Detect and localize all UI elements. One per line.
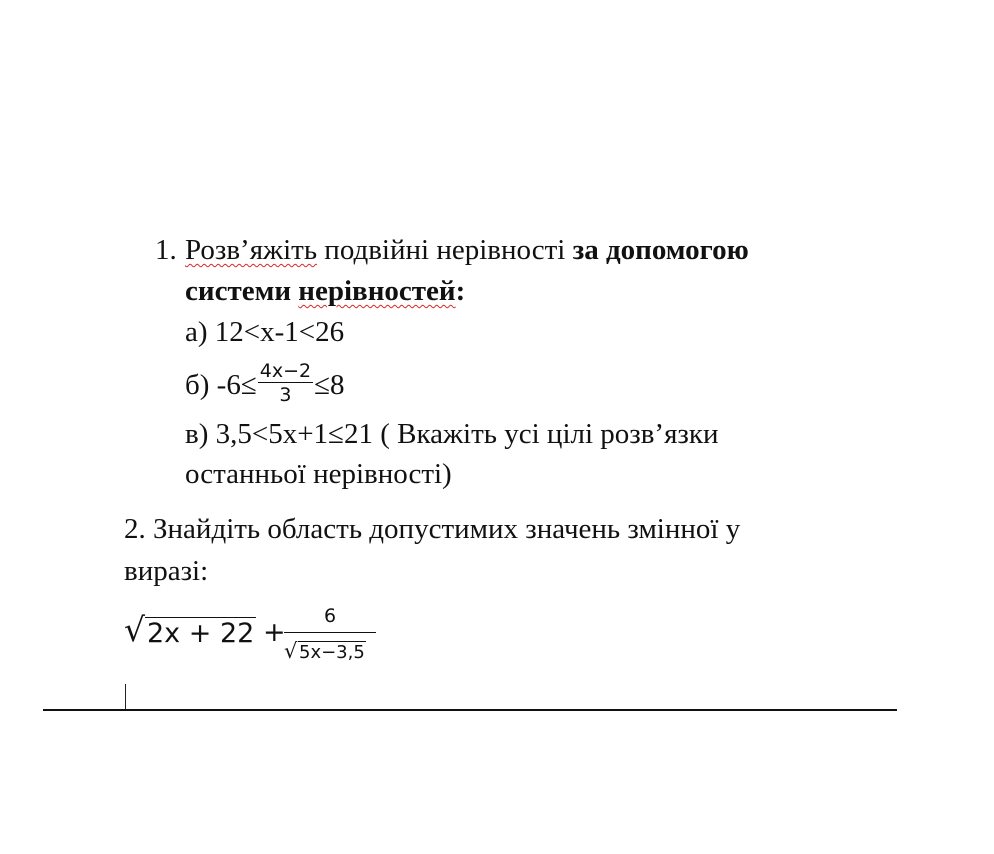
sqrt-sign-icon: √ bbox=[124, 610, 146, 649]
task2-line2: виразі: bbox=[124, 555, 209, 587]
task1-heading-bold: за допомогою bbox=[572, 234, 749, 266]
sqrt-radicand-2: 5x−3,5 bbox=[299, 642, 365, 663]
task1-item-a: а) 12<x-1<26 bbox=[185, 316, 345, 348]
task1-heading-line2 bbox=[185, 274, 465, 308]
task1-heading-bold-2: системи bbox=[185, 275, 299, 307]
item-b-suffix: ≤8 bbox=[314, 369, 345, 402]
spell-check-word[interactable]: Розв’яжіть bbox=[185, 234, 318, 266]
plus-sign: + bbox=[263, 617, 286, 648]
task1-item-c-line1: в) 3,5<5x+1≤21 ( Вкажіть усі цілі розв’язки bbox=[185, 418, 719, 450]
fraction-numerator: 4x−2 bbox=[259, 360, 312, 382]
task1-item-b bbox=[185, 360, 345, 411]
spell-check-word-2[interactable]: нерівностей bbox=[298, 275, 456, 307]
task1-number: 1. bbox=[155, 234, 177, 266]
item-b-fraction bbox=[258, 360, 313, 407]
task1-heading-line1 bbox=[185, 233, 749, 267]
fraction-bar bbox=[284, 632, 376, 633]
task1-heading-colon: : bbox=[455, 275, 466, 307]
task1-item-c-line2: останньої нерівності) bbox=[185, 458, 452, 490]
horizontal-rule bbox=[43, 709, 897, 711]
fraction-denominator: 3 bbox=[279, 384, 292, 406]
task1-heading-text: подвійні нерівності bbox=[317, 234, 573, 266]
item-b-prefix: б) -6≤ bbox=[185, 369, 257, 402]
task2-line1: 2. Знайдіть область допустимих значень змінної у bbox=[124, 513, 741, 545]
sqrt-radicand-1: 2x + 22 bbox=[147, 618, 255, 649]
sqrt-sign-small-icon: √ bbox=[284, 639, 298, 663]
text-cursor bbox=[125, 684, 126, 709]
expr-numerator: 6 bbox=[323, 605, 337, 627]
